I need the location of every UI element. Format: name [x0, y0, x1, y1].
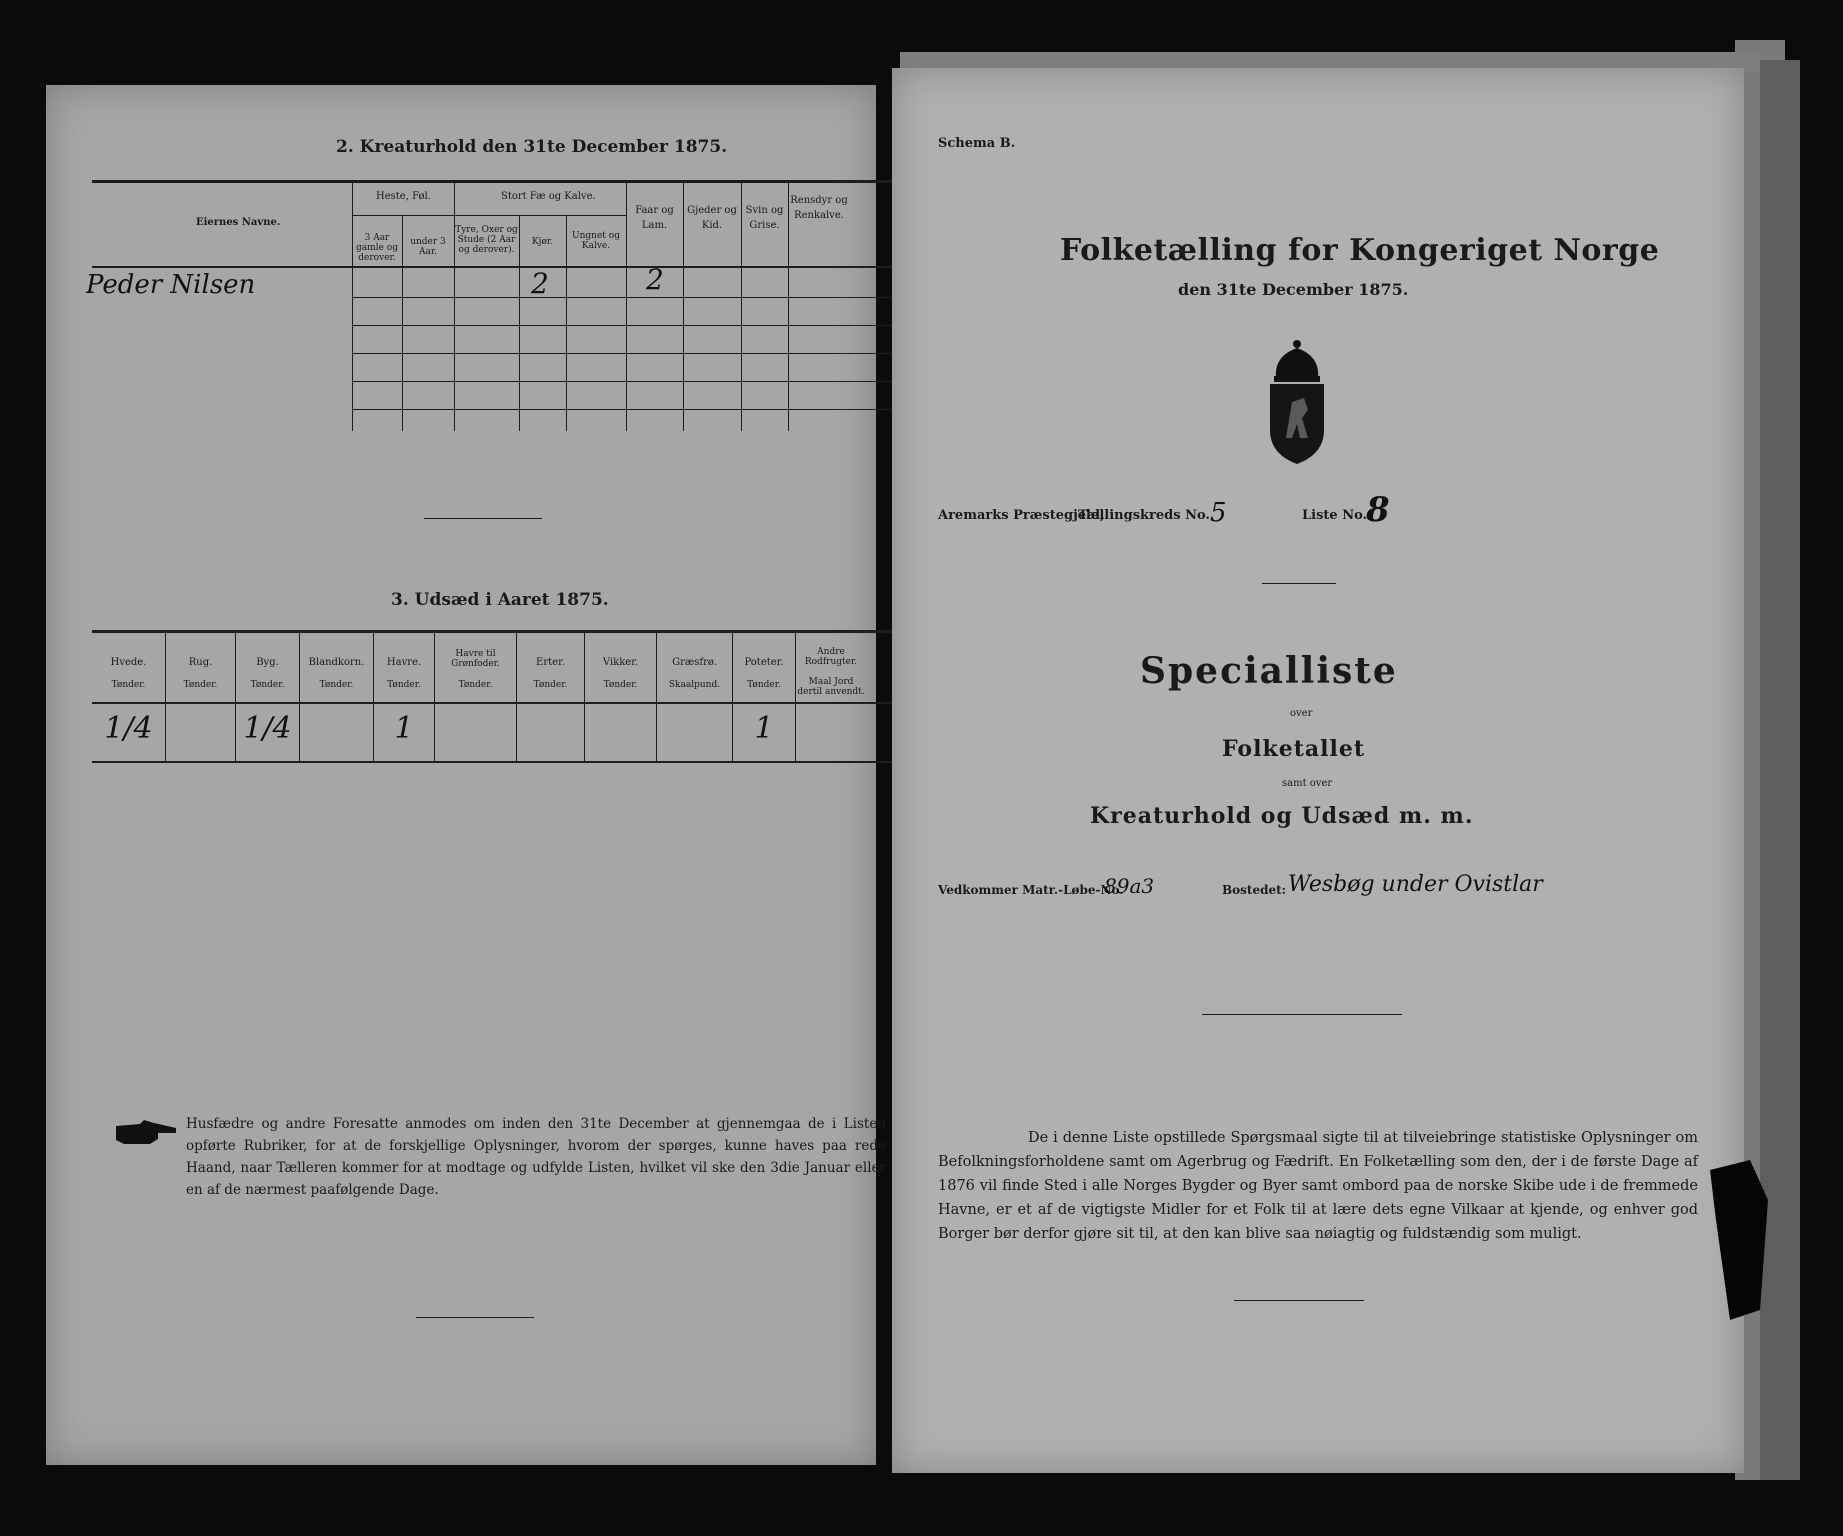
- seed-col-oats: Havre.: [386, 657, 422, 668]
- kreaturhold-label: Kreaturhold og Udsæd m. m.: [1090, 803, 1474, 829]
- bosted-label: Bostedet:: [1222, 883, 1287, 897]
- matr-value: 89a3: [1104, 874, 1155, 898]
- seed-value-wheat: 1/4: [104, 711, 153, 746]
- specialliste-heading: Specialliste: [1140, 650, 1398, 692]
- seed-col-green-oats: Havre til Grønfoder.: [451, 649, 500, 669]
- col-reindeer: Rensdyr og Renkalve.: [790, 195, 848, 221]
- seed-col-vetch: Vikker.: [602, 657, 639, 668]
- schema-label: Schema B.: [938, 136, 1016, 151]
- col-horses-3yr: 3 Aar gamle og derover.: [356, 233, 398, 263]
- cattle-group-header: Stort Fæ og Kalve.: [501, 191, 596, 202]
- census-date: den 31te December 1875.: [1178, 280, 1409, 299]
- right-page: [892, 68, 1744, 1473]
- sheep-value: 2: [646, 263, 664, 296]
- col-pigs: Svin og Grise.: [745, 205, 784, 231]
- seed-col-grass-seed: Græsfrø.: [672, 657, 717, 668]
- seed-col-rye: Rug.: [188, 657, 213, 668]
- seed-col-wheat: Hvede.: [110, 657, 147, 668]
- samt-over-label: samt over: [1282, 778, 1333, 789]
- seed-col-other-roots: Andre Rodfrugter.: [804, 647, 858, 667]
- seed-value-barley: 1/4: [243, 711, 292, 746]
- col-cows: Kjør.: [531, 237, 554, 247]
- col-young-calves: Ungnet og Kalve.: [572, 231, 620, 251]
- seed-unit: Tønder.: [183, 680, 218, 690]
- census-title: Folketælling for Kongeriget Norge: [1060, 233, 1660, 268]
- owner-col-header: Eiernes Navne.: [196, 217, 281, 228]
- seed-value-potatoes: 1: [754, 711, 774, 746]
- seed-unit: Maal Jord dertil anvendt.: [797, 677, 865, 697]
- col-sheep: Faar og Lam.: [635, 205, 674, 231]
- col-horses-under3: under 3 Aar.: [410, 237, 446, 257]
- col-goats: Gjeder og Kid.: [687, 205, 737, 231]
- folketallet-label: Folketallet: [1222, 736, 1365, 762]
- bosted-value: Wesbøg under Ovistlar: [1288, 872, 1543, 897]
- horses-group-header: Heste, Føl.: [376, 191, 431, 202]
- census-explanation: De i denne Liste opstillede Spørgsmaal sigte til at tilveiebringe statistiske Oplysninger om Befolkningsforholdene samt om Agerbrug og Fædrift. En Folketælling som den, der i de første Dage af 1876 vil finde Sted i alle Norges Bygder og Byer samt ombord paa de norske Skibe ude i de fremmede Havne, er et af de vigtigste Midler for et Folk til at lære dets egne Vilkaar at kjende, og enhver god Borger bør derfor gjøre sit til, at den kan blive saa nøiagtig og fuldstændig som muligt.: [938, 1130, 1698, 1242]
- pointing-hand-icon: [114, 1120, 178, 1146]
- seed-unit: Skaalpund.: [668, 680, 721, 690]
- seed-unit: Tønder.: [458, 680, 493, 690]
- matr-label: Vedkommer Matr.-Løbe-No.: [938, 883, 1124, 897]
- district-value: 5: [1210, 498, 1227, 528]
- seed-unit: Tønder.: [319, 680, 354, 690]
- cows-value: 2: [531, 267, 549, 300]
- seed-unit: Tønder.: [747, 680, 781, 690]
- seed-col-mixed-grain: Blandkorn.: [308, 657, 365, 668]
- col-bulls-oxen: Tyre, Oxer og Stude (2 Aar og derover).: [455, 225, 518, 255]
- coat-of-arms-icon: [1262, 338, 1332, 466]
- livestock-title: 2. Kreaturhold den 31te December 1875.: [336, 137, 728, 157]
- household-notice: Husfædre og andre Foresatte anmodes om inden den 31te December at gjennemgaa de i Listen opførte Rubriker, for at de forskjellige Oplysninger, hvorom der spørges, kunne haves paa rede Haand, naar Tælleren kommer for at modtage og udfylde Listen, hvilket vil ske den 3die Januar eller en af de nærmest paafølgende Dage.: [186, 1116, 886, 1198]
- seed-unit: Tønder.: [603, 680, 638, 690]
- seed-col-barley: Byg.: [256, 657, 279, 668]
- district-label: Tællingskreds No.: [1078, 508, 1210, 523]
- owner-name-entry: Peder Nilsen: [86, 270, 256, 300]
- list-label: Liste No.: [1302, 508, 1368, 523]
- list-value: 8: [1366, 490, 1390, 530]
- over-label: over: [1290, 708, 1313, 719]
- seed-unit: Tønder.: [387, 680, 421, 690]
- seed-unit: Tønder.: [111, 680, 146, 690]
- seed-col-potatoes: Poteter.: [744, 657, 784, 668]
- seed-unit: Tønder.: [533, 680, 568, 690]
- parish-label: Aremarks Præstegjeld,: [938, 508, 1105, 523]
- seed-value-oats: 1: [394, 711, 414, 746]
- seed-unit: Tønder.: [250, 680, 285, 690]
- seed-col-peas: Erter.: [536, 657, 565, 668]
- binder-clip: [1690, 1160, 1770, 1320]
- seed-title: 3. Udsæd i Aaret 1875.: [391, 590, 609, 610]
- left-page: [46, 85, 886, 1465]
